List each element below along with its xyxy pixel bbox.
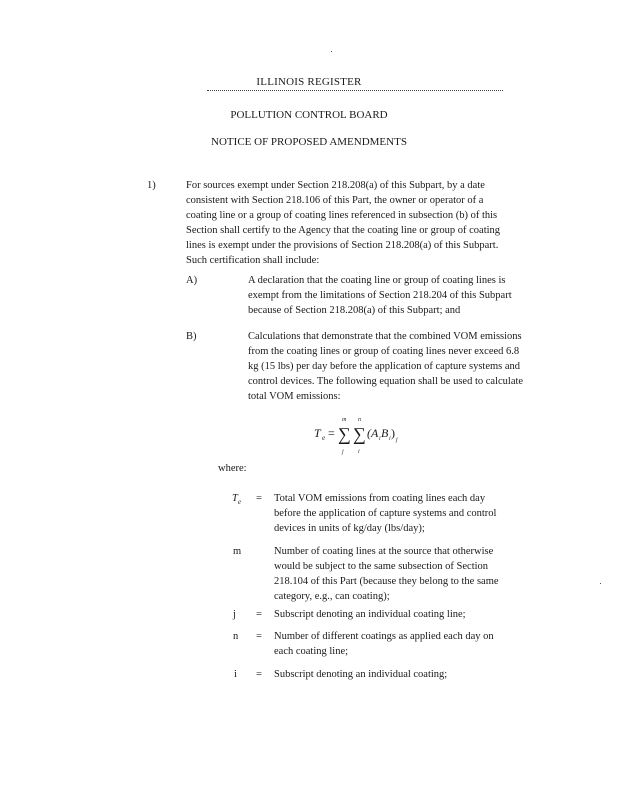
definition-line: Number of coating lines at the source that otherwise [274, 546, 494, 557]
definition-line: each coating line; [274, 646, 349, 657]
vom-equation [302, 412, 402, 458]
paragraph-line: For sources exempt under Section 218.208(a) of this Subpart, by a date [186, 180, 485, 191]
scan-speck [600, 583, 601, 584]
definition-text [274, 491, 496, 536]
item-b-label: B) [186, 331, 197, 342]
equation-equals: = [328, 426, 335, 440]
definition-line: Total VOM emissions from coating lines each day [274, 493, 486, 504]
definition-symbol: i [234, 669, 237, 680]
paragraph-line: coating line or a group of coating lines referenced in subsection (b) of this [186, 210, 498, 221]
register-title: ILLINOIS REGISTER [256, 76, 362, 88]
term-close: ) [391, 426, 395, 440]
paragraph-line: consistent with Section 218.106 of this Part, the owner or operator of a [186, 195, 484, 206]
sum2-lower-limit: i [358, 449, 360, 455]
definition-equals: = [256, 609, 262, 620]
definition-symbol: n [233, 631, 239, 642]
definition-equals: = [256, 631, 262, 642]
item-a-paragraph [248, 273, 512, 318]
definition-line: Number of different coatings as applied each day on [274, 631, 494, 642]
definition-line: Subscript denoting an individual coating line; [274, 609, 466, 620]
paragraph-line: A declaration that the coating line or group of coating lines is [248, 275, 506, 286]
item-1-number: 1) [147, 180, 156, 191]
definition-text [274, 667, 447, 682]
term-b: B [381, 426, 389, 440]
definition-text [274, 607, 466, 622]
paragraph-line: Such certification shall include: [186, 255, 320, 266]
paragraph-line: exempt from the limitations of Section 218.204 of this Subpart [248, 290, 512, 301]
definition-line: category, e.g., can coating); [274, 591, 390, 602]
board-name: POLLUTION CONTROL BOARD [230, 109, 388, 121]
definition-symbol: m [233, 546, 242, 557]
definition-line: before the application of capture systems and control [274, 508, 497, 519]
term-subscript-b: i [389, 436, 391, 442]
paragraph-line: Calculations that demonstrate that the combined VOM emissions [248, 331, 522, 342]
paragraph-line: Section shall certify to the Agency that the coating line or group of coating [186, 225, 501, 236]
definition-equals [256, 544, 262, 559]
header-rule [207, 90, 503, 91]
where-label: where: [218, 463, 247, 474]
sum1-lower-limit: j [342, 449, 344, 455]
definition-text [274, 629, 494, 659]
sum2-upper-limit: n [358, 417, 361, 423]
sum1-symbol: ∑ [338, 424, 351, 444]
term-subscript-a: i [379, 436, 381, 442]
sum1-upper-limit: m [342, 417, 347, 423]
item-b-paragraph [248, 329, 523, 404]
definition-equals: = [256, 669, 262, 680]
definition-line: 218.104 of this Part (because they belong to the same [274, 576, 499, 587]
item-1-paragraph [186, 178, 500, 268]
item-a-label: A) [186, 275, 198, 286]
equation-lhs: T [314, 426, 321, 440]
definition-symbol: $T_e$ [232, 493, 241, 507]
sum2-symbol: ∑ [353, 424, 366, 444]
notice-heading: NOTICE OF PROPOSED AMENDMENTS [211, 136, 407, 148]
scan-speck [331, 51, 332, 52]
definition-line: devices in units of kg/day (lbs/day); [274, 523, 425, 534]
definition-line: would be subject to the same subsection of Section [274, 561, 489, 572]
paragraph-line: from the coating lines or group of coating lines never exceed 6.8 [248, 346, 520, 357]
definition-symbol: j [233, 609, 236, 620]
paragraph-line: lines is exempt under the provisions of Section 218.208(a) of this Subpart. [186, 240, 499, 251]
definition-equals: = [256, 493, 262, 504]
definition-line: Subscript denoting an individual coating; [274, 669, 448, 680]
term-outer-subscript: j [396, 437, 398, 443]
term-open-a: (A [367, 426, 379, 440]
definition-text [274, 544, 499, 604]
equation-lhs-subscript: e [322, 434, 326, 442]
paragraph-line: total VOM emissions: [248, 391, 341, 402]
paragraph-line: kg (15 lbs) per day before the application of capture systems and [248, 361, 521, 372]
paragraph-line: because of Section 218.208(a) of this Subpart; and [248, 305, 461, 316]
paragraph-line: control devices. The following equation shall be used to calculate [248, 376, 524, 387]
